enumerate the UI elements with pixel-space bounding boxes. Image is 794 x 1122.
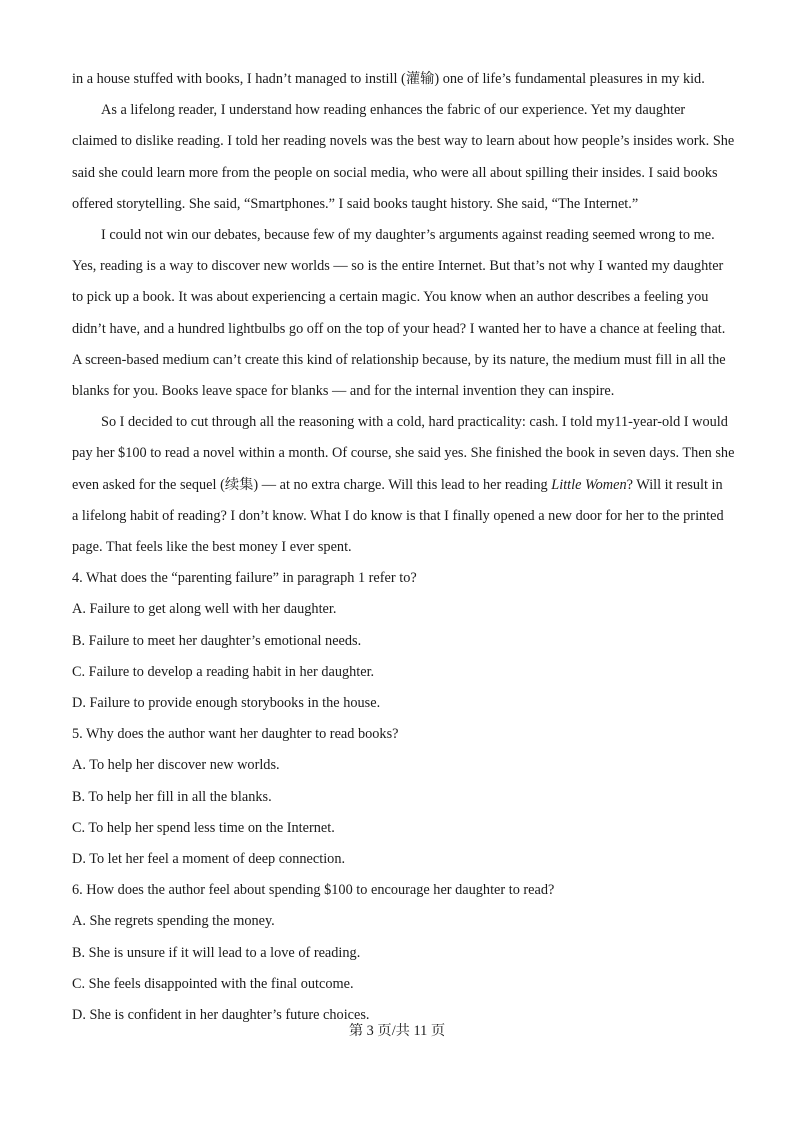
passage-line <box>72 470 724 501</box>
answer-option: B. To help her fill in all the blanks. <box>72 788 272 805</box>
passage-line: I could not win our debates, because few of my daughter’s arguments against reading seemed wrong to me. <box>101 227 715 244</box>
question-block <box>72 875 724 1031</box>
passage-line: As a lifelong reader, I understand how reading enhances the fabric of our experience. Yet my daughter <box>101 102 686 119</box>
answer-option: C. To help her spend less time on the Internet. <box>72 819 335 836</box>
answer-option: C. She feels disappointed with the final outcome. <box>72 975 354 992</box>
passage-line: in a house stuffed with books, I hadn’t managed to instill (灌输) one of life’s fundamental pleasures in my kid. <box>72 71 705 87</box>
passage-line: offered storytelling. She said, “Smartphones.” I said books taught history. She said, “The Internet.” <box>72 195 639 212</box>
passage-line: A screen-based medium can’t create this kind of relationship because, by its nature, the medium must fill in all the <box>72 351 726 368</box>
passage-line: a lifelong habit of reading? I don’t know. What I do know is that I finally opened a new door for her to the printed <box>72 507 724 524</box>
passage-text: ? Will it result in <box>626 476 723 493</box>
passage-line: blanks for you. Books leave space for blanks — and for the internal invention they can inspire. <box>72 383 615 400</box>
answer-option: A. She regrets spending the money. <box>72 913 275 930</box>
question-block <box>72 719 724 875</box>
answer-option: D. She is confident in her daughter’s future choices. <box>72 1007 370 1024</box>
reading-passage <box>72 64 735 563</box>
answer-option: B. Failure to meet her daughter’s emotional needs. <box>72 632 362 649</box>
exam-page-content <box>72 64 735 1031</box>
question-block <box>72 563 724 719</box>
passage-line: said she could learn more from the people on social media, who were all about spilling their insides. I said books <box>72 164 718 181</box>
answer-option: D. To let her feel a moment of deep connection. <box>72 851 346 868</box>
answer-option: D. Failure to provide enough storybooks in the house. <box>72 695 381 712</box>
passage-text: even asked for the sequel (续集) — at no extra charge. Will this lead to her reading <box>72 476 552 493</box>
passage-line: So I decided to cut through all the reasoning with a cold, hard practicality: cash. I told my11-year-old I would <box>101 414 728 431</box>
passage-line: Yes, reading is a way to discover new worlds — so is the entire Internet. But that’s not why I wanted my daughter <box>72 258 724 275</box>
passage-line: didn’t have, and a hundred lightbulbs go off on the top of your head? I wanted her to have a chance at feeling that. <box>72 320 726 337</box>
question-stem: 4. What does the “parenting failure” in paragraph 1 refer to? <box>72 570 417 587</box>
passage-line: pay her $100 to read a novel within a month. Of course, she said yes. She finished the book in seven days. Then she <box>72 445 735 462</box>
question-stem: 6. How does the author feel about spending $100 to encourage her daughter to read? <box>72 882 555 899</box>
page-number-footer: 第 3 页/共 11 页 <box>348 1023 446 1039</box>
book-title: Little Women <box>551 476 627 493</box>
answer-option: C. Failure to develop a reading habit in her daughter. <box>72 663 375 680</box>
answer-option: A. Failure to get along well with her daughter. <box>72 601 337 618</box>
answer-option: B. She is unsure if it will lead to a love of reading. <box>72 944 361 961</box>
question-list <box>72 563 724 1031</box>
passage-line: page. That feels like the best money I ever spent. <box>72 539 352 556</box>
passage-line: to pick up a book. It was about experiencing a certain magic. You know when an author describes a feeling you <box>72 289 709 306</box>
answer-option: A. To help her discover new worlds. <box>72 757 280 774</box>
question-stem: 5. Why does the author want her daughter to read books? <box>72 726 399 743</box>
passage-line: claimed to dislike reading. I told her reading novels was the best way to learn about how people’s insides work. She <box>72 133 735 150</box>
